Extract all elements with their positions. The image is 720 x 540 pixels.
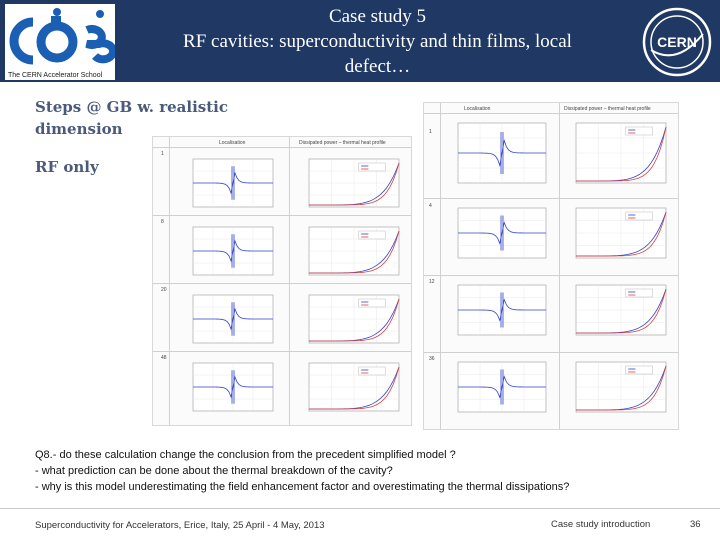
table-right-row-id: 36 [429,356,435,362]
steps-line-1: Steps @ GB w. realistic [35,98,229,116]
question-line-2: - what prediction can be done about the thermal breakdown of the cavity? [35,465,393,477]
title-line-1: Case study 5 [328,6,427,27]
plot-legend [626,212,653,220]
plot-legend [359,231,386,239]
table-left-row-id: 48 [161,355,167,361]
page-number: 36 [690,519,701,530]
table-left-row-id: 1 [161,151,164,157]
plot-legend [359,299,386,307]
plot-legend [359,163,386,171]
title-line-3: defect… [344,56,411,77]
table-left-plots [153,137,411,425]
cas-logo-text: The CERN Accelerator School [8,72,103,79]
table-left-col2-header: Dissipated power – thermal heat profile [299,140,386,146]
slide-header [0,0,720,82]
table-right-row-id: 4 [429,203,432,209]
slide-title [120,4,635,79]
results-table-right [423,102,679,430]
results-table-left [152,136,412,426]
title-line-2: RF cavities: superconductivity and thin films, local [183,31,572,52]
footer-divider [0,508,720,509]
table-left-row-id: 8 [161,219,164,225]
plot-legend [626,127,653,135]
rf-only-label: RF only [35,158,99,176]
plot-legend [626,289,653,297]
question-line-3: - why is this model underestimating the field enhancement factor and overestimating the thermal dissipations? [35,481,570,493]
table-right-row-id: 12 [429,279,435,285]
footer-section: Case study introduction [551,519,651,530]
steps-heading [35,96,228,140]
plot-legend [626,366,653,374]
cas-logo [5,4,115,80]
cern-logo-text: CERN [657,34,697,50]
table-left-row-id: 20 [161,287,167,293]
steps-line-2: dimension [35,120,123,138]
table-left-col1-header: Localisation [219,140,246,146]
cern-logo [641,6,713,78]
plot-legend [359,367,386,375]
table-right-col1-header: Localisation [464,106,491,112]
question-line-1: Q8.- do these calculation change the conclusion from the precedent simplified model ? [35,449,456,461]
question-block [35,447,695,495]
footer-conference: Superconductivity for Accelerators, Erice, Italy, 25 April - 4 May, 2013 [35,520,325,531]
table-right-col2-header: Dissipated power – thermal heat profile [564,106,651,112]
table-right-plots [424,103,678,429]
table-right-row-id: 1 [429,129,432,135]
